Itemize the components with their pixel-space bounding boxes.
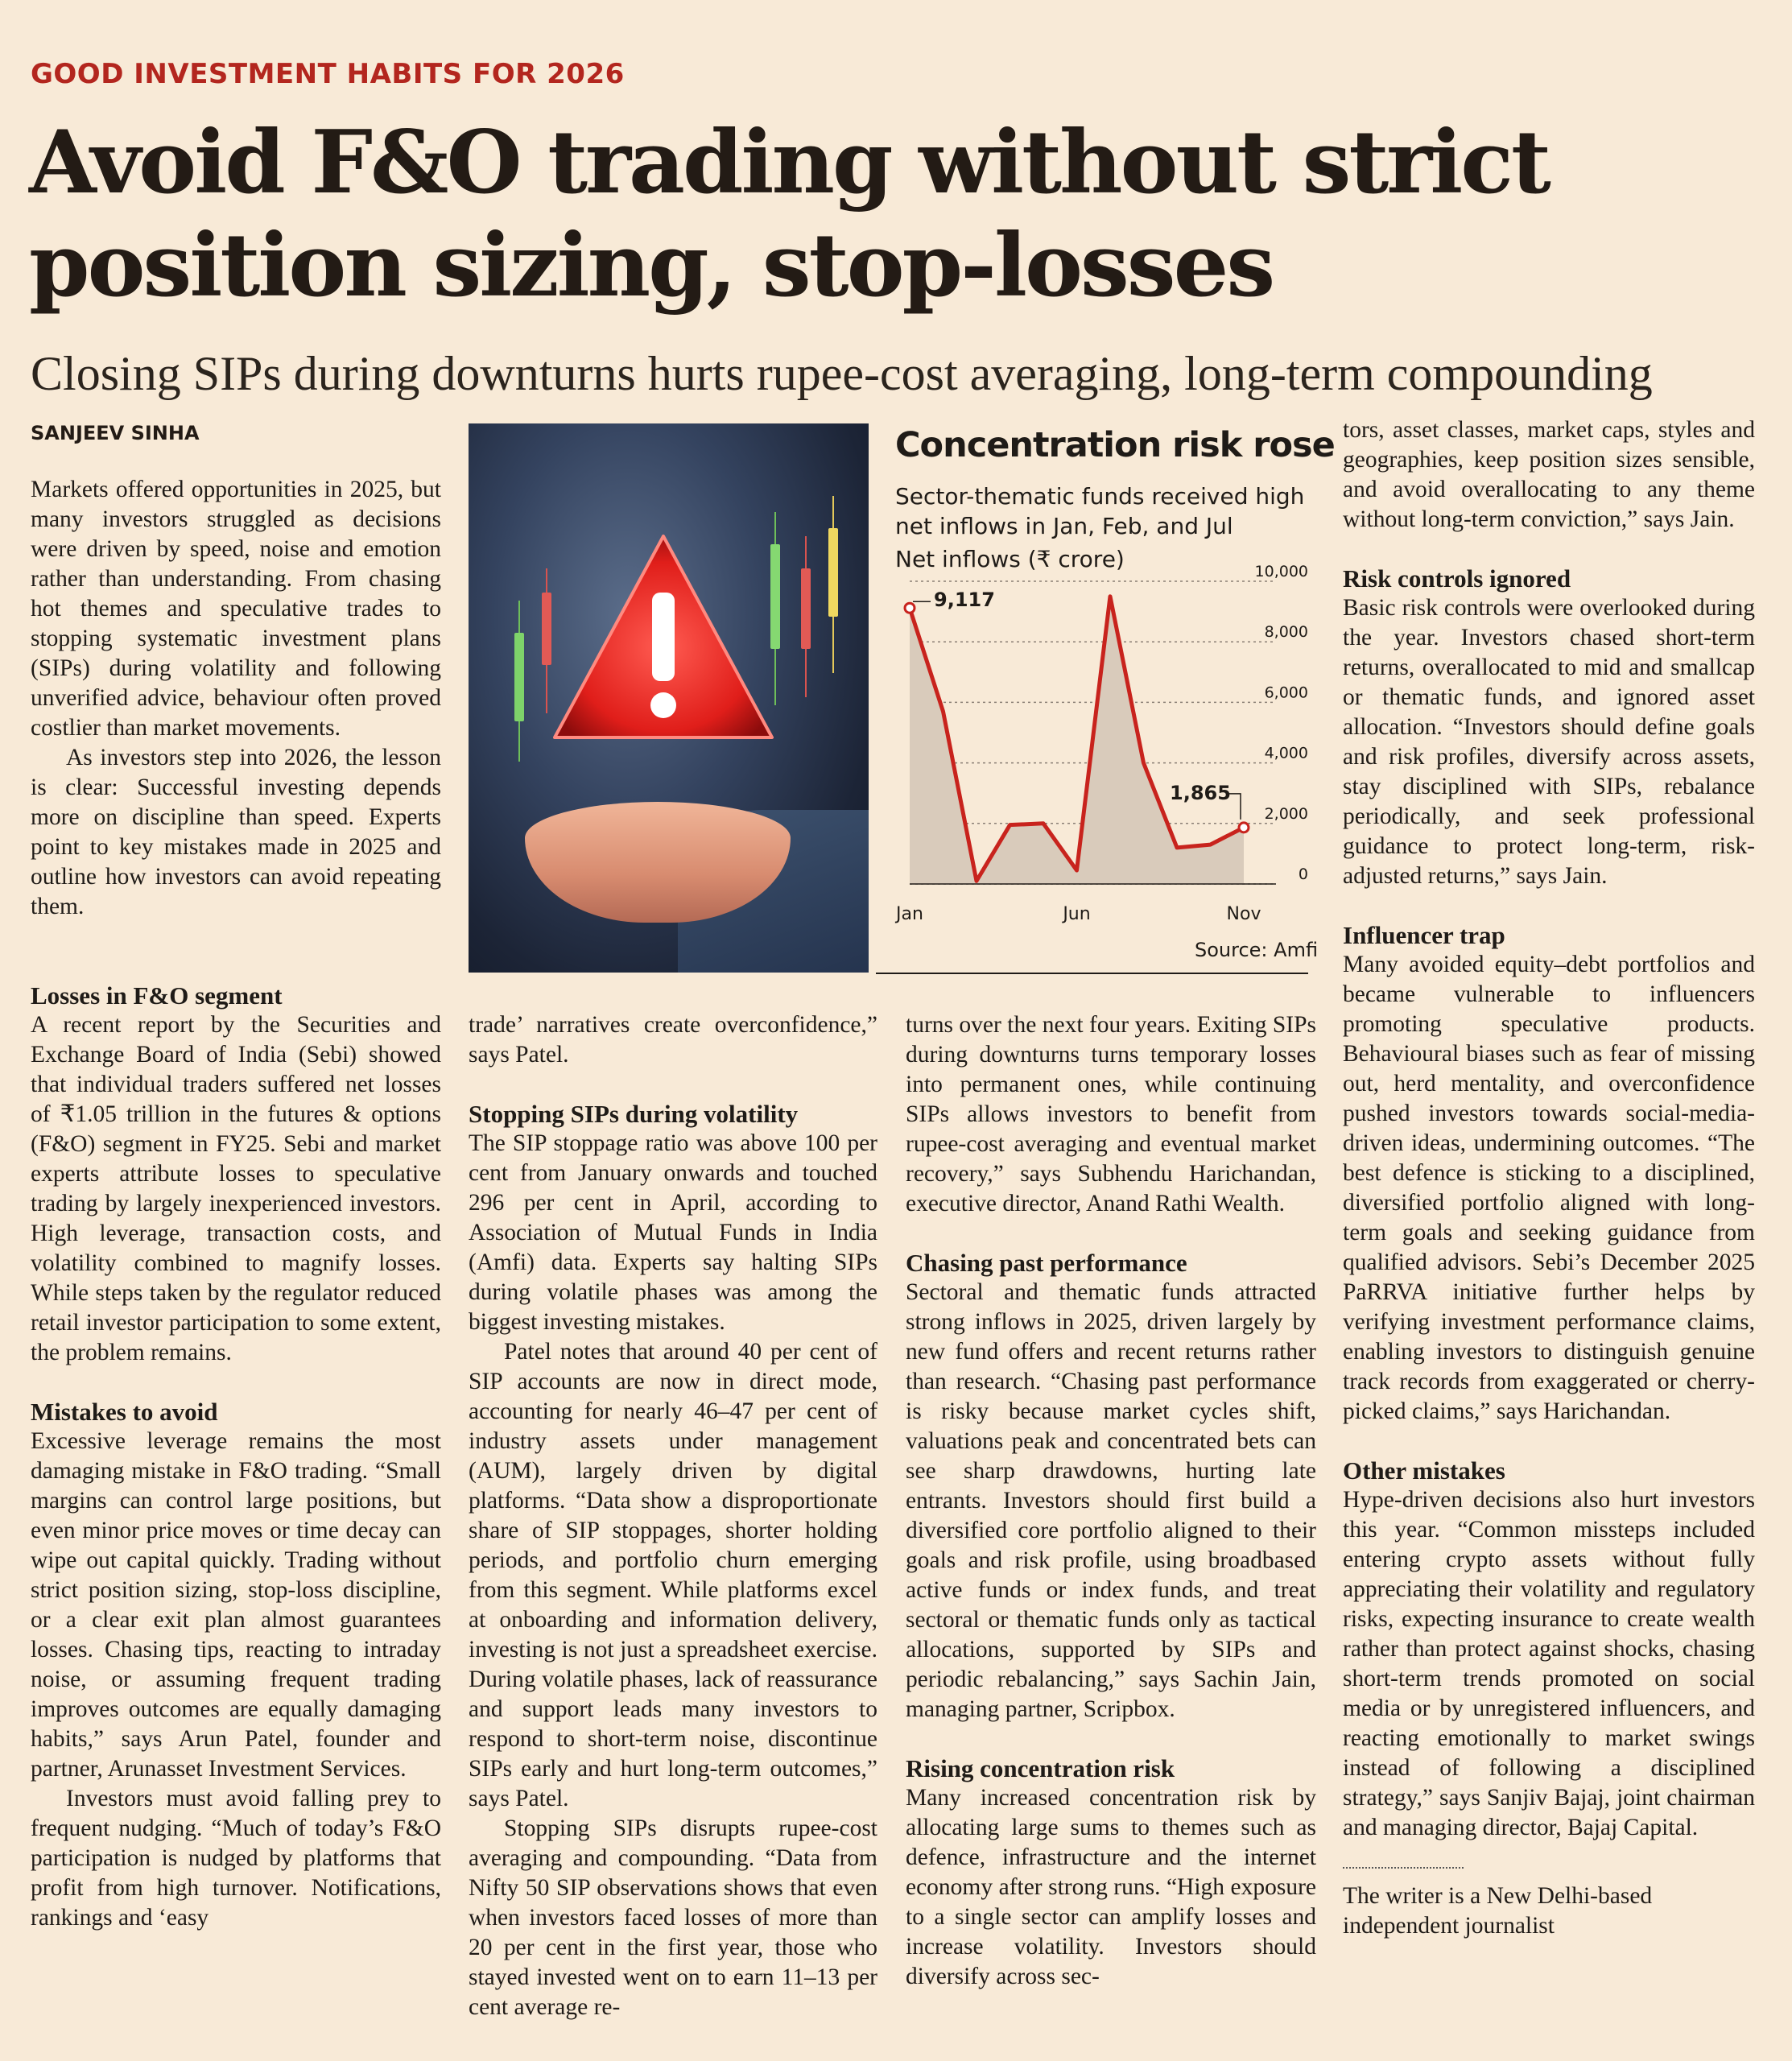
intro-paragraph: Markets offered opportunities in 2025, but many investors struggled as decisions were driven by speed, noise and emotion rather than understanding. From chasing hot themes and speculative trades to stopping systematic investment plans (SIPs) during volatility and following unverified advice, behaviour often proved costlier than market movements.	[31, 477, 441, 741]
section-heading: Rising concentration risk	[906, 1754, 1175, 1782]
y-tick-label: 4,000	[1264, 744, 1308, 762]
intro-column	[31, 475, 441, 922]
body-paragraph: Patel notes that around 40 per cent of SIP accounts are now in direct mode, accounting for nearly 46–47 per cent of industry assets under management (AUM), largely driven by digital platforms. “Data show a disproportionate share of SIP stoppages, shorter holding periods, and portfolio churn emerging from this segment. While platforms excel at onboarding and information delivery, investing is not just a spreadsheet exercise. During volatile phases, lack of reassurance and support leads many investors to respond to short-term noise, discontinue SIPs early and hurt long-term outcomes,” says Patel.	[469, 1339, 877, 1811]
section-heading: Other mistakes	[1343, 1456, 1505, 1485]
y-tick-label: 10,000	[1254, 564, 1308, 580]
annotated-point	[905, 603, 915, 613]
chart-y-label: Net inflows (₹ crore)	[895, 546, 1125, 572]
body-paragraph: Basic risk controls were overlooked during the year. Investors chased short-term returns, overallocated to mid and smallcap or thematic funds, and ignored asset allocation. “Investors should define goals and risk profiles, diversify across assets, stay disciplined with SIPs, rebalance periodically, and seek professional guidance to protect long-term, risk-adjusted returns,” says Jain.	[1343, 595, 1755, 889]
data-label: 1,865	[1170, 781, 1231, 804]
body-paragraph: Sectoral and thematic funds attracted strong inflows in 2025, driven largely by new fund offers and recent returns rather than research. “Chasing past performance is risky because market cycles shift, valuations peak and concentrated bets can see sharp drawdowns, hurting late entrants. Investors should first build a diversified core portfolio aligned to their goals and risk profile, using broadbased active funds or index funds, and treat sectoral or thematic funds only as tactical allocations, supported by SIPs and periodic rebalancing,” says Sachin Jain, managing partner, Scripbox.	[906, 1279, 1316, 1722]
data-point	[1209, 843, 1212, 846]
section-heading: Risk controls ignored	[1343, 564, 1571, 593]
body-paragraph: Investors must avoid falling prey to frequent nudging. “Much of today’s F&O participation is nudged by platforms that profit from high turnover. Notifications, rankings and ‘easy	[31, 1786, 441, 1931]
x-tick-label: Nov	[1226, 904, 1261, 924]
author-endnote: The writer is a New Delhi-based independent journalist	[1343, 1883, 1653, 1939]
chart-title: Concentration risk rose	[895, 425, 1335, 465]
column-1	[31, 981, 441, 1933]
column-4	[1343, 415, 1755, 1941]
y-tick-label: 6,000	[1264, 684, 1308, 702]
body-paragraph: Excessive leverage remains the most damaging mistake in F&O trading. “Small margins can control large positions, but even minor price moves or time decay can wipe out capital quickly. Trading without strict position sizing, stop-loss discipline, or a clear exit plan almost guarantees losses. Chasing tips, reacting to intraday noise, or assuming frequent trading improves outcomes are equally damaging habits,” says Arun Patel, founder and partner, Arunasset Investment Services.	[31, 1428, 441, 1782]
data-point	[975, 879, 978, 882]
body-paragraph: The SIP stoppage ratio was above 100 per cent from January onwards and touched 296 per cent in April, according to Association of Mutual Funds in India (Amfi) data. Experts say halting SIPs during volatile phases was among the biggest investing mistakes.	[469, 1130, 877, 1335]
section-heading: Mistakes to avoid	[31, 1398, 218, 1426]
section-heading: Stopping SIPs during volatility	[469, 1100, 799, 1128]
x-tick-label: Jun	[1063, 904, 1091, 924]
body-paragraph: turns over the next four years. Exiting SIPs during downturns turns temporary losses into permanent ones, while continuing SIPs allows investors to benefit from rupee-cost averaging and eventual market recovery,” says Subhendu Harichandan, executive director, Anand Rathi Wealth.	[906, 1012, 1316, 1216]
y-tick-label: 0	[1298, 865, 1308, 883]
warning-triangle-icon	[543, 520, 784, 762]
kicker: GOOD INVESTMENT HABITS FOR 2026	[31, 58, 625, 90]
data-point	[942, 710, 945, 713]
column-2	[469, 1010, 877, 2022]
y-tick-label: 2,000	[1264, 804, 1308, 823]
section-heading: Influencer trap	[1343, 921, 1505, 949]
column-3	[906, 1010, 1316, 1992]
data-point	[1109, 595, 1112, 598]
label-leader	[1229, 794, 1241, 820]
net-inflows-chart	[886, 564, 1336, 934]
data-point	[1175, 846, 1179, 849]
data-label: 9,117	[934, 589, 995, 612]
body-paragraph: Many avoided equity–debt portfolios and became vulnerable to influencers promoting speculative products. Behavioural biases such as fear of missing out, herd mentality, and overconfidence pushed investors towards social-media-driven ideas, undermining outcomes. “The best defence is sticking to a disciplined, diversified portfolio aligned with long-term goals and seeking guidance from qualified advisors. Sebi’s December 2025 PaRRVA initiative further helps by verifying investment performance claims, enabling investors to distinguish genuine track records from exaggerated or cherry-picked claims,” says Harichandan.	[1343, 952, 1755, 1424]
y-tick-label: 8,000	[1264, 623, 1308, 642]
data-point	[1042, 822, 1045, 825]
divider	[876, 973, 1308, 974]
body-paragraph: A recent report by the Securities and Exchange Board of India (Sebi) showed that individual traders suffered net losses of ₹1.05 trillion in the futures & options (F&O) segment in FY25. Sebi and market experts attribute losses to speculative trading by largely inexperienced investors. High leverage, transaction costs, and volatility combined to magnify losses. While steps taken by the regulator reduced retail investor participation to some extent, the problem remains.	[31, 1012, 441, 1365]
annotated-point	[1239, 823, 1249, 832]
body-paragraph: tors, asset classes, market caps, styles and geographies, keep position sizes sensible, and avoid overallocating to any theme without long-term conviction,” says Jain.	[1343, 417, 1755, 532]
warning-illustration	[469, 423, 869, 973]
data-point	[1009, 824, 1012, 827]
x-tick-label: Jan	[896, 904, 923, 924]
inflow-area	[910, 597, 1244, 884]
headline: Avoid F&O trading without strict position sizing, stop-losses	[29, 112, 1549, 316]
section-heading: Chasing past performance	[906, 1249, 1187, 1277]
body-paragraph: trade’ narratives create overconfidence,” says Patel.	[469, 1012, 877, 1068]
data-point	[1142, 762, 1146, 765]
body-paragraph: Many increased concentration risk by allocating large sums to themes such as defence, infrastructure and the internet economy after strong runs. “High exposure to a single sector can amplify losses and increase volatility. Investors should diversify across sec-	[906, 1785, 1316, 1989]
body-paragraph: Stopping SIPs disrupts rupee-cost averaging and compounding. “Data from Nifty 50 SIP observations shows that even when investors faced losses of more than 20 per cent in the first year, those who stayed invested went on to earn 11–13 per cent average re-	[469, 1815, 877, 2020]
deck: Closing SIPs during downturns hurts rupee-cost averaging, long-term compounding	[31, 347, 1653, 400]
intro-paragraph: As investors step into 2026, the lesson is clear: Successful investing depends more on discipline than speed. Experts point to key mistakes made in 2025 and outline how investors can avoid repeating them.	[31, 745, 441, 919]
chart-source: Source: Amfi	[1195, 939, 1319, 961]
data-point	[1076, 869, 1079, 872]
byline: SANJEEV SINHA	[31, 422, 200, 444]
chart-subtitle: Sector-thematic funds received high net inflows in Jan, Feb, and Jul	[895, 483, 1305, 539]
body-paragraph: Hype-driven decisions also hurt investors this year. “Common missteps included entering crypto assets without fully appreciating their volatility and regulatory risks, expecting insurance to create wealth rather than protect against shocks, chasing short-term trends promoted on social media or by unregistered influencers, and reacting emotionally to market swings instead of following a disciplined strategy,” says Sanjiv Bajaj, joint chairman and managing director, Bajaj Capital.	[1343, 1487, 1755, 1840]
section-heading: Losses in F&O segment	[31, 981, 283, 1010]
endnote-divider	[1343, 1843, 1464, 1869]
